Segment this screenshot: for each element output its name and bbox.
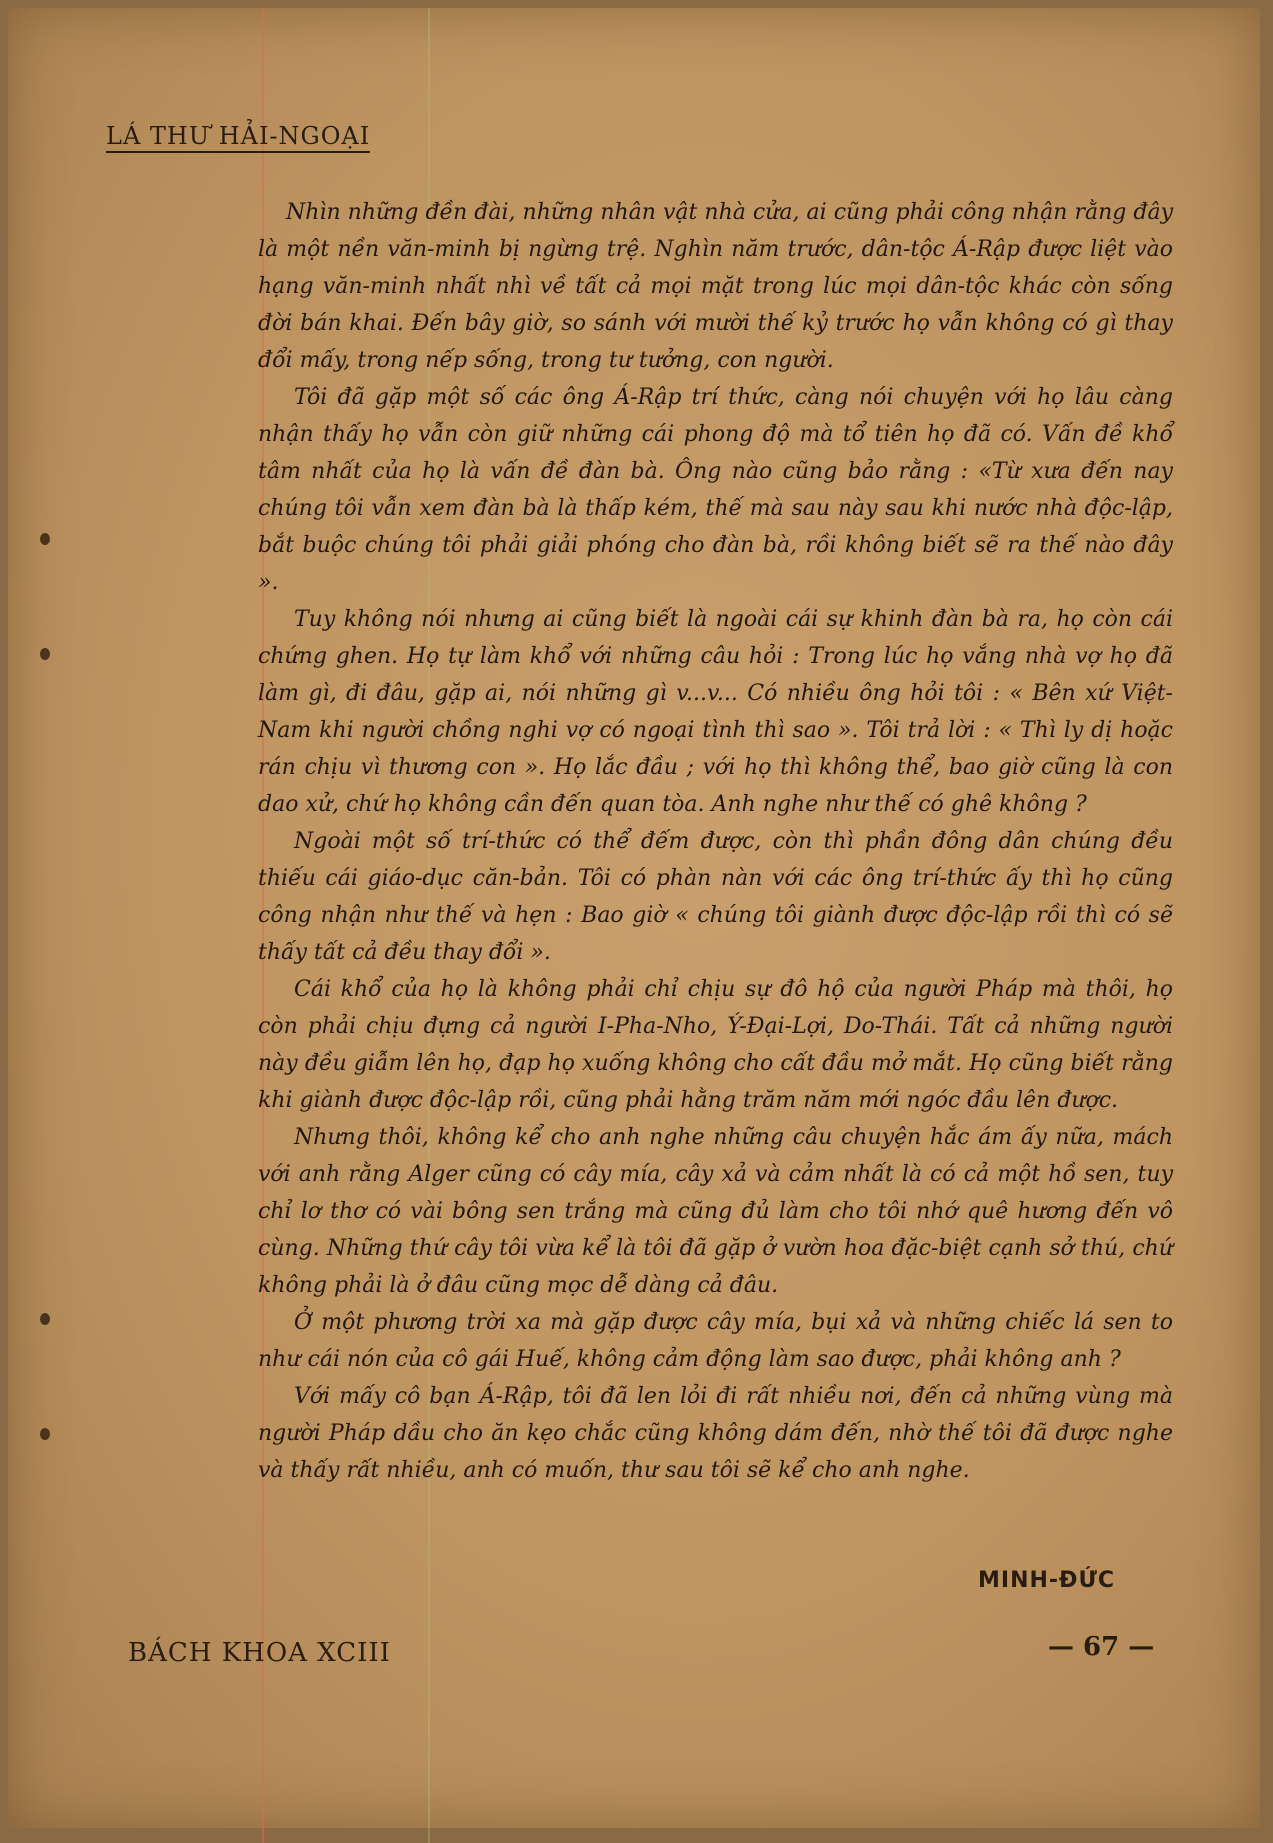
binding-hole [40, 1428, 50, 1440]
paragraph: Cái khổ của họ là không phải chỉ chịu sự đô hộ của người Pháp mà thôi, họ còn phải chịu đựng cả người I-Pha-Nho, Ý-Đại-Lợi, Do-Thái. Tất cả những người này đều giẫm lên họ, đạp họ xuống không cho cất đầu mở mắt. Họ cũng biết rằng khi giành được độc-lập rồi, cũng phải hằng trăm năm mới ngóc đầu lên được. [258, 977, 1173, 1113]
binding-hole [40, 648, 50, 660]
binding-hole [40, 1313, 50, 1325]
article-body [258, 194, 1173, 1489]
binding-hole [40, 533, 50, 545]
paragraph: Tuy không nói nhưng ai cũng biết là ngoài cái sự khinh đàn bà ra, họ còn cái chứng ghen. Họ tự làm khổ với những câu hỏi : Trong lúc họ vắng nhà vợ họ đã làm gì, đi đâu, gặp ai, nói những gì v...v... Có nhiều ông hỏi tôi : « Bên xứ Việt-Nam khi người chồng nghi vợ có ngoại tình thì sao ». Tôi trả lời : « Thì ly dị hoặc rán chịu vì thương con ». Họ lắc đầu ; với họ thì không thể, bao giờ cũng là con dao xử, chứ họ không cần đến quan tòa. Anh nghe như thế có ghê không ? [258, 607, 1173, 817]
running-head: LÁ THƯ HẢI-NGOẠI [106, 122, 370, 153]
paragraph: Tôi đã gặp một số các ông Á-Rập trí thức, càng nói chuyện với họ lâu càng nhận thấy họ vẫn còn giữ những cái phong độ mà tổ tiên họ đã có. Vấn đề khổ tâm nhất của họ là vấn đề đàn bà. Ông nào cũng bảo rằng : «Từ xưa đến nay chúng tôi vẫn xem đàn bà là thấp kém, thế mà sau này sau khi nước nhà độc-lập, bắt buộc chúng tôi phải giải phóng cho đàn bà, rồi không biết sẽ ra thế nào đây ». [258, 385, 1173, 595]
magazine-issue: BÁCH KHOA XCIII [128, 1638, 391, 1668]
paragraph: Ở một phương trời xa mà gặp được cây mía, bụi xả và những chiếc lá sen to như cái nón của cô gái Huế, không cảm động làm sao được, phải không anh ? [258, 1310, 1173, 1372]
paragraph: Với mấy cô bạn Á-Rập, tôi đã len lỏi đi rất nhiều nơi, đến cả những vùng mà người Pháp dầu cho ăn kẹo chắc cũng không dám đến, nhờ thế tôi đã được nghe và thấy rất nhiều, anh có muốn, thư sau tôi sẽ kể cho anh nghe. [258, 1384, 1173, 1483]
author-signature: MINH-ĐỨC [978, 1568, 1115, 1593]
page-sheet [8, 8, 1260, 1828]
paragraph: Nhìn những đền đài, những nhân vật nhà cửa, ai cũng phải công nhận rằng đây là một nền văn-minh bị ngừng trệ. Nghìn năm trước, dân-tộc Á-Rập được liệt vào hạng văn-minh nhất nhì về tất cả mọi mặt trong lúc mọi dân-tộc khác còn sống đời bán khai. Đến bây giờ, so sánh với mười thế kỷ trước họ vẫn không có gì thay đổi mấy, trong nếp sống, trong tư tưởng, con người. [258, 200, 1173, 373]
paragraph: Ngoài một số trí-thức có thể đếm được, còn thì phần đông dân chúng đều thiếu cái giáo-dục căn-bản. Tôi có phàn nàn với các ông trí-thức ấy thì họ cũng công nhận như thế và hẹn : Bao giờ « chúng tôi giành được độc-lập rồi thì có sẽ thấy tất cả đều thay đổi ». [258, 829, 1173, 965]
paragraph: Nhưng thôi, không kể cho anh nghe những câu chuyện hắc ám ấy nữa, mách với anh rằng Alger cũng có cây mía, cây xả và cảm nhất là có cả một hồ sen, tuy chỉ lơ thơ có vài bông sen trắng mà cũng đủ làm cho tôi nhớ quê hương đến vô cùng. Những thứ cây tôi vừa kể là tôi đã gặp ở vườn hoa đặc-biệt cạnh sở thú, chứ không phải là ở đâu cũng mọc dễ dàng cả đâu. [258, 1125, 1173, 1298]
page-number: — 67 — [1048, 1632, 1155, 1662]
